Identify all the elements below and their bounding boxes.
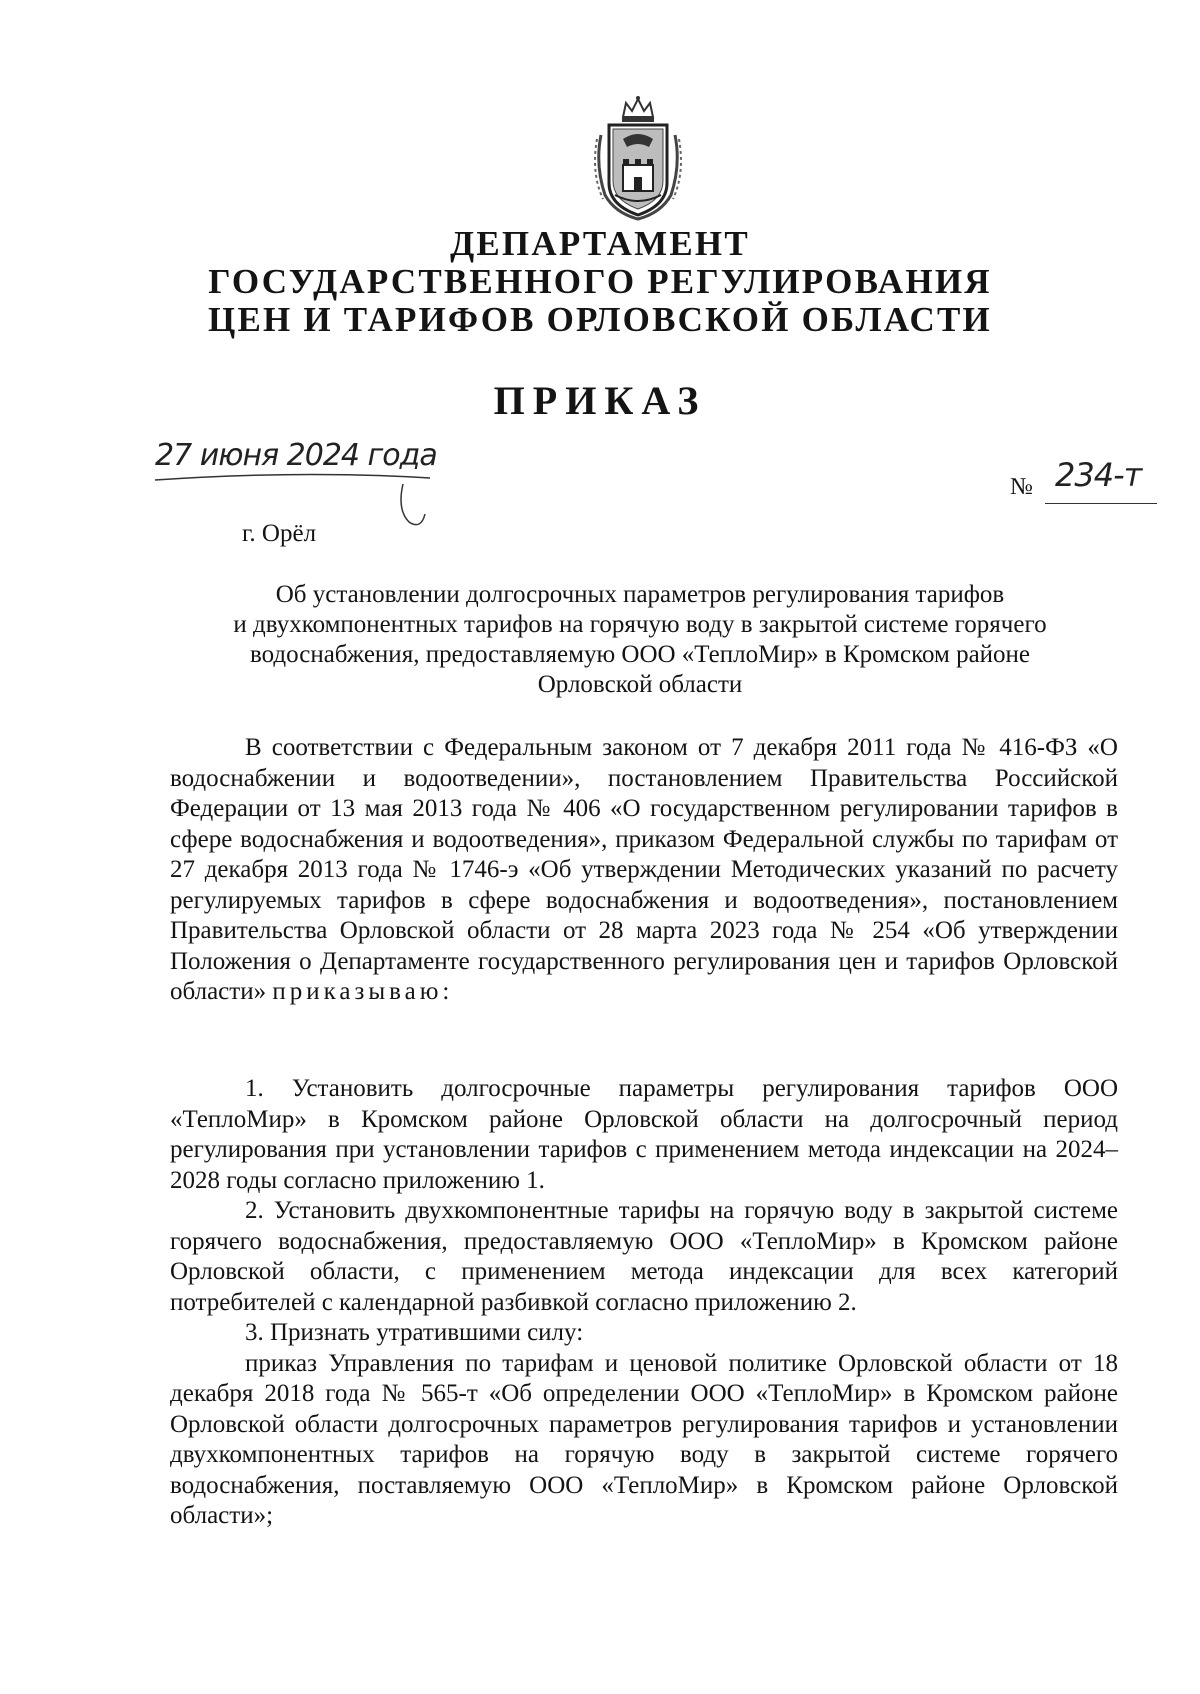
issue-city: г. Орёл [242, 520, 317, 547]
order-item: 2. Установить двухкомпонентные тарифы на горячую воду в закрытой системе горячего водоснабжения, предоставляемую ООО «ТеплоМир» в Кромском районе Орловской области, с применением метода индексации для всех категорий потребителей с календарной разбивкой согласно приложению 2. [170, 1197, 1118, 1316]
preamble-section [170, 733, 1118, 1008]
department-name-line2: ГОСУДАРСТВЕННОГО РЕГУЛИРОВАНИЯ [208, 262, 992, 301]
preamble-text: В соответствии с Федеральным законом от 7 декабря 2011 года № 416-ФЗ «О водоснабжении и водоотведении», постановлением Правительства Российской Федерации от 13 мая 2013 года № 406 «О государственном регулировании тарифов в сфере водоснабжения и водоотведения», приказом Федеральной службы по тарифам от 27 декабря 2013 года № 1746-э «Об утверждении Методических указаний по расчету регулируемых тарифов в сфере водоснабжения и водоотведения», постановлением Правительства Орловской области от 28 марта 2023 года № 254 «Об утверждении Положения о Департаменте государственного регулирования цен и тарифов Орловской области» [170, 734, 1118, 1005]
handwritten-flourish [395, 480, 430, 540]
order-items-section [170, 1074, 1118, 1532]
heading-line: и двухкомпонентных тарифов на горячую воду в закрытой системе горячего [233, 611, 1047, 638]
order-item: приказ Управления по тарифам и ценовой политике Орловской области от 18 декабря 2018 года № 565-т «Об определении ООО «ТеплоМир» в Кромском районе Орловской области долгосрочных параметров регулирования тарифов и установлении двухкомпонентных тарифов на горячую воду в закрытой системе горячего водоснабжения, поставляемую ООО «ТеплоМир» в Кромском районе Орловской области»; [170, 1349, 1118, 1529]
order-item: 3. Признать утратившими силу: [245, 1319, 584, 1346]
department-name-line3: ЦЕН И ТАРИФОВ ОРЛОВСКОЙ ОБЛАСТИ [208, 300, 992, 339]
order-number-underline [1045, 503, 1157, 504]
handwritten-date: 27 июня 2024 года [155, 438, 437, 473]
department-name-line1: ДЕПАРТАМЕНТ [450, 224, 750, 263]
coat-of-arms-icon [593, 95, 683, 223]
directive-word: приказываю: [272, 978, 454, 1005]
document-type-title: ПРИКАЗ [493, 378, 707, 423]
handwritten-order-number: 234-т [1055, 456, 1142, 494]
preamble-paragraph [170, 733, 1118, 1008]
order-item: 1. Установить долгосрочные параметры регулирования тарифов ООО «ТеплоМир» в Кромском районе Орловской области на долгосрочный период регулирования при установлении тарифов с применением метода индексации на 2024–2028 годы согласно приложению 1. [170, 1075, 1118, 1194]
order-subject-heading [160, 580, 1120, 700]
heading-line: водоснабжения, предоставляемую ООО «ТеплоМир» в Кромском районе [249, 641, 1031, 668]
order-number-label: № [1010, 474, 1033, 500]
heading-line: Об установлении долгосрочных параметров регулирования тарифов [275, 581, 1005, 608]
heading-line: Орловской области [537, 671, 743, 698]
